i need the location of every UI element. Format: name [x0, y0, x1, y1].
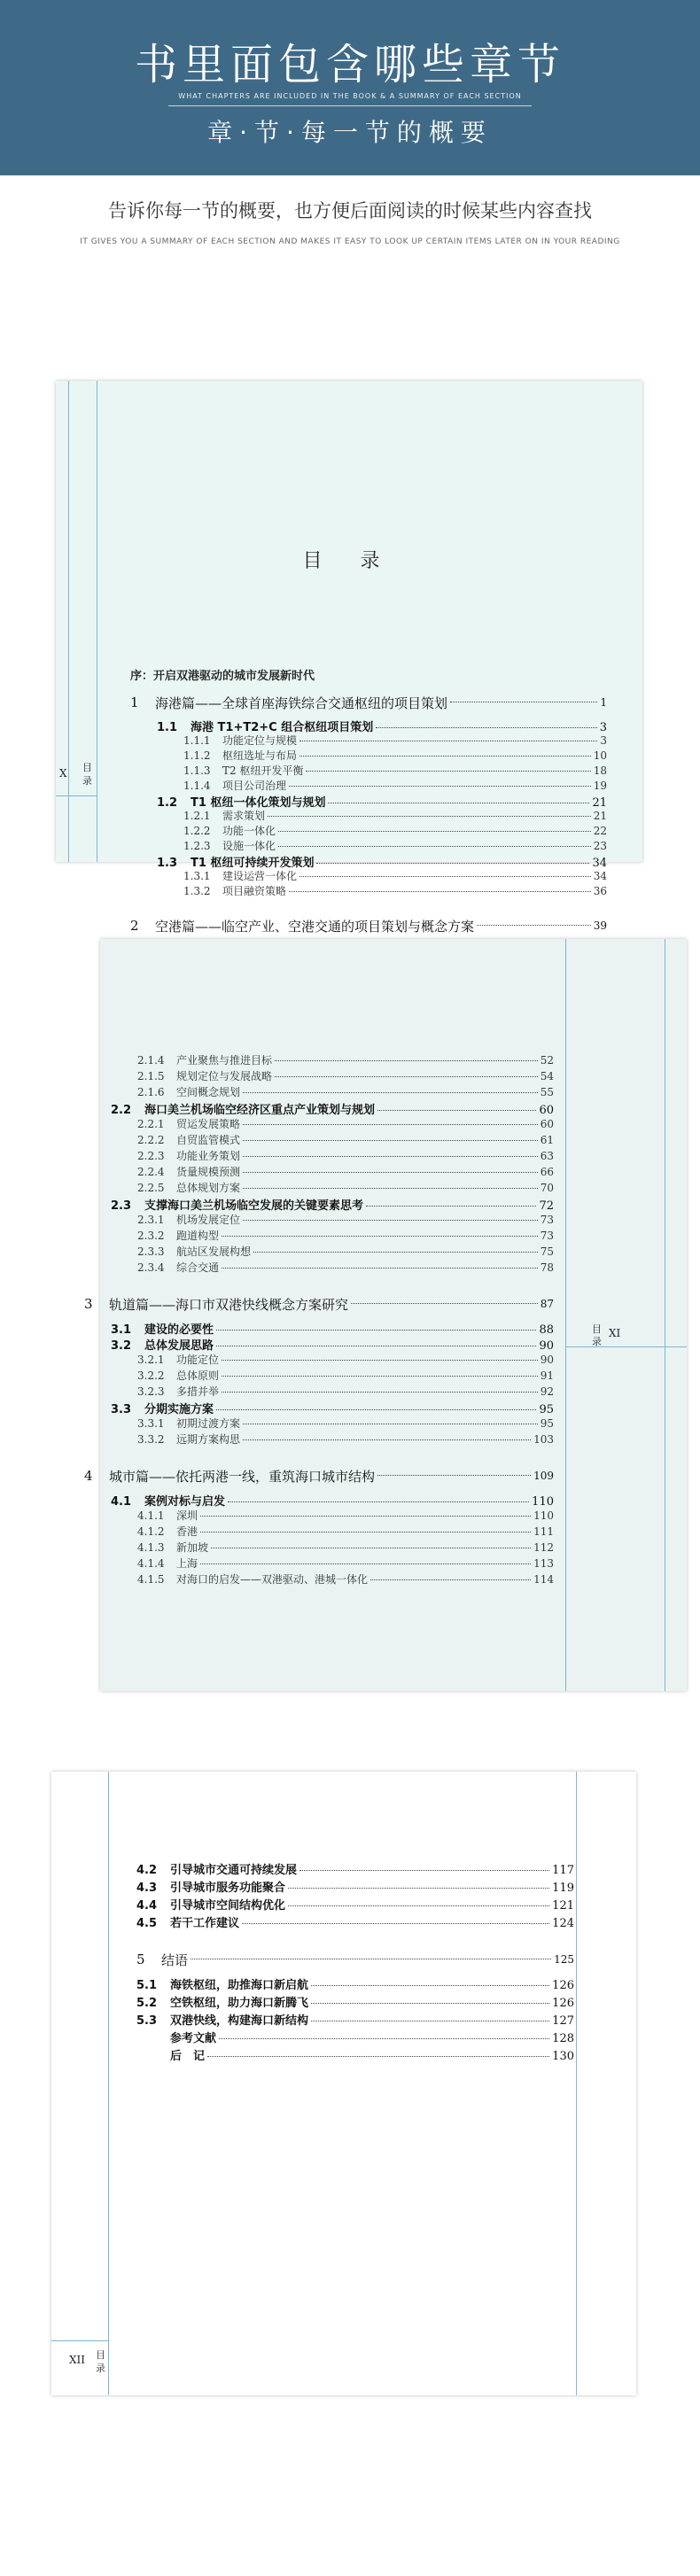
toc-entry-page: 110 [532, 1495, 554, 1509]
toc-entry-title: 建设运营一体化 [222, 870, 298, 882]
toc-entry-number: 4.1 [111, 1495, 132, 1509]
toc-entry-number: 2.3.1 [137, 1214, 165, 1226]
margin-rule-outer [68, 381, 69, 862]
toc-entry-page: 114 [533, 1573, 554, 1586]
dot-leader [268, 816, 591, 817]
toc-entry-title: 产业聚焦与推进目标 [176, 1054, 273, 1067]
toc-entry-title: 后 记 [170, 2050, 206, 2063]
toc-entry-title: 功能定位与规模 [222, 734, 298, 747]
toc-entry-title: 若干工作建议 [170, 1917, 240, 1930]
dot-leader [377, 1475, 531, 1476]
toc-entry-number: 2.2.5 [137, 1182, 165, 1194]
toc-entry [130, 808, 607, 823]
toc-entry-page: 78 [540, 1261, 554, 1274]
toc-entry [130, 838, 607, 853]
toc-page-3 [51, 1772, 636, 2395]
toc-entry-number: 2.3.3 [137, 1245, 165, 1258]
toc-entry [136, 1944, 574, 1975]
toc-entry [84, 1100, 554, 1116]
toc-entry-number: 1.2.3 [183, 840, 211, 852]
toc-entry-number: 2.2.4 [137, 1166, 165, 1178]
toc-entry-page: 61 [540, 1134, 554, 1146]
toc-entry-page: 73 [540, 1230, 554, 1242]
toc-entry-number: 2 [130, 918, 139, 934]
toc-entry [84, 1148, 554, 1164]
toc-entry-title: 贸运发展策略 [176, 1118, 241, 1130]
toc-entry [84, 1084, 554, 1100]
dot-leader [299, 756, 591, 757]
toc-entry-number: 1.1.1 [183, 734, 211, 747]
toc-entry-number: 4.1.1 [137, 1509, 165, 1522]
toc-entry-title: 城市篇——依托两港一线，重筑海口城市结构 [109, 1468, 376, 1485]
toc-entry [136, 2046, 574, 2064]
toc-entry-page: 60 [540, 1118, 554, 1130]
toc-entry-title: 对海口的启发——双港驱动、港城一体化 [176, 1573, 369, 1586]
tab-label-mu: 目 [96, 2349, 105, 2361]
toc-entry-number: 4.1.2 [137, 1525, 165, 1538]
toc-entry [84, 1228, 554, 1244]
banner-divider [168, 105, 532, 106]
toc-entry-title: 初期过渡方案 [176, 1417, 241, 1430]
toc-entry-page: 130 [552, 2050, 574, 2063]
toc-entry-title: 结语 [161, 1951, 189, 1968]
toc-entry [130, 823, 607, 838]
toc-entry-number: 4.1.5 [137, 1573, 165, 1586]
dot-leader [366, 1206, 536, 1207]
toc-entry-title: 项目公司治理 [222, 780, 287, 792]
toc-entry-number: 2.3.4 [137, 1261, 165, 1274]
toc-entry [136, 1913, 574, 1931]
toc-entry-number: 4.2 [136, 1864, 158, 1877]
toc-entry-page: 36 [593, 885, 607, 897]
toc-entry-title: 机场发展定位 [176, 1214, 241, 1226]
tab-label-mu: 目 [592, 1323, 602, 1335]
toc-entry [136, 1993, 574, 2011]
toc-entry [136, 1896, 574, 1913]
dot-leader [243, 1220, 538, 1221]
margin-rule [108, 1772, 109, 2395]
toc-entry-number: 2.3.2 [137, 1230, 165, 1242]
toc-entry-page: 22 [593, 825, 607, 837]
toc-entry [84, 1132, 554, 1148]
tab-label-mu: 目 [82, 762, 92, 773]
toc-entry-page: 111 [533, 1525, 554, 1538]
toc-entry [84, 1432, 554, 1447]
toc-entry-number: 4.3 [136, 1882, 158, 1895]
intro-text-en: IT GIVES YOU A SUMMARY OF EACH SECTION AND MAKES IT EASY TO LOOK UP CERTAIN ITEMS LATER ON IN YOUR READING [80, 237, 620, 246]
dot-leader [243, 1156, 538, 1157]
toc-entry-title: 海港 T1+T2+C 组合枢纽项目策划 [191, 721, 374, 734]
toc-entry-number: 2.1.4 [137, 1054, 165, 1067]
tab-label-lu: 录 [96, 2363, 105, 2374]
dot-leader [243, 1188, 538, 1189]
toc-entry [84, 1052, 554, 1068]
toc-entry-page: 23 [593, 840, 607, 852]
dot-leader [243, 1439, 531, 1440]
toc-entry-title: 空间概念规划 [176, 1086, 241, 1098]
preface-heading: 序：开启双港驱动的城市发展新时代 [130, 670, 315, 683]
toc-entry-title: T1 枢纽可持续开发策划 [191, 857, 315, 870]
dot-leader [222, 1360, 538, 1361]
toc-entry-number: 1.1.4 [183, 780, 211, 792]
toc-entry-number: 1 [130, 694, 139, 710]
dot-leader [351, 1303, 538, 1304]
dot-leader [222, 1376, 538, 1377]
dot-leader [243, 1172, 538, 1173]
toc-entry [130, 687, 607, 718]
toc-entry [84, 1068, 554, 1084]
toc-entry-number: 2.1.6 [137, 1086, 165, 1098]
dot-leader [289, 786, 591, 787]
toc-entry-page: 95 [540, 1417, 554, 1430]
toc-entry [136, 2011, 574, 2029]
toc-entry-number: 4 [84, 1468, 93, 1484]
toc-entry-title: 总体原则 [176, 1369, 220, 1382]
toc-entry [130, 853, 607, 868]
toc-entry-title: 海铁枢纽，助推海口新启航 [170, 1979, 309, 1992]
toc-entry-number: 3.2.2 [137, 1369, 165, 1382]
toc-entry-title: 参考文献 [170, 2032, 217, 2045]
dot-leader [216, 1409, 536, 1410]
toc-entry-page: 18 [593, 764, 607, 777]
toc-entry-page: 34 [592, 857, 607, 870]
toc-entry-page: 126 [552, 1979, 574, 1992]
toc-entry-title: T2 枢纽开发平衡 [222, 764, 304, 777]
toc-entry [136, 1860, 574, 1878]
toc-entry [130, 763, 607, 778]
toc-entry-page: 87 [540, 1298, 554, 1310]
toc-entry-number: 5 [136, 1951, 145, 1967]
toc-entry-page: 54 [540, 1070, 554, 1082]
toc-entry-title: 枢纽选址与布局 [222, 749, 298, 762]
toc-entry-number: 1.1 [157, 721, 178, 734]
toc-entry-title: 新加坡 [176, 1541, 209, 1554]
toc-entry-number: 4.1.3 [137, 1541, 165, 1554]
toc-entry-number: 5.1 [136, 1979, 158, 1992]
toc-entry-number: 1.1.2 [183, 749, 211, 762]
dot-leader [377, 1110, 536, 1111]
toc-entry-number: 5.2 [136, 1997, 158, 2010]
toc-entry [84, 1320, 554, 1336]
intro-text: 告诉你每一节的概要，也方便后面阅读的时候某些内容查找 [108, 200, 592, 221]
toc-entry-title: 跑道构型 [176, 1230, 220, 1242]
dot-leader [228, 1501, 529, 1502]
toc-entry-title: T1 枢纽一体化策划与规划 [191, 796, 326, 810]
toc-entry [130, 868, 607, 883]
dot-leader [243, 1092, 538, 1093]
dot-leader [278, 846, 591, 847]
toc-entry [136, 1878, 574, 1896]
dot-leader [316, 863, 589, 864]
dot-leader [253, 1252, 538, 1253]
toc-page-1 [56, 381, 642, 935]
dot-leader [311, 1985, 549, 1986]
dot-leader [222, 1236, 538, 1237]
toc-list [136, 1860, 574, 2064]
dot-leader [306, 771, 590, 772]
toc-entry [84, 1492, 554, 1508]
toc-entry-title: 规划定位与发展战略 [176, 1070, 273, 1082]
toc-entry [130, 911, 607, 941]
toc-entry-title: 引导城市交通可持续发展 [170, 1864, 298, 1877]
toc-entry-title: 项目融资策略 [222, 885, 287, 897]
toc-entry-title: 自贸监管模式 [176, 1134, 241, 1146]
toc-entry-page: 55 [540, 1086, 554, 1098]
toc-entry-number: 4.4 [136, 1899, 158, 1913]
dot-leader [311, 2003, 549, 2004]
dot-leader [289, 891, 591, 892]
toc-entry [84, 1336, 554, 1352]
toc-entry [84, 1244, 554, 1260]
toc-entry-number: 5.3 [136, 2014, 158, 2028]
toc-entry-title: 海港篇——全球首座海铁综合交通枢纽的项目策划 [155, 694, 448, 711]
toc-entry-page: 52 [540, 1054, 554, 1067]
toc-entry-page: 117 [552, 1864, 574, 1877]
dot-leader [219, 2038, 549, 2039]
toc-entry [84, 1556, 554, 1571]
toc-entry-title: 引导城市空间结构优化 [170, 1899, 286, 1913]
toc-entry [130, 883, 607, 898]
toc-entry-number: 3.1 [111, 1323, 132, 1337]
toc-entry-page: 21 [592, 796, 607, 810]
margin-rule [565, 939, 566, 1691]
toc-entry-number: 3.3.1 [137, 1417, 165, 1430]
toc-entry-page: 128 [552, 2032, 574, 2045]
toc-entry-number: 1.3 [157, 857, 178, 870]
toc-entry-number: 2.3 [111, 1199, 132, 1213]
toc-entry-page: 121 [552, 1899, 574, 1913]
toc-entry-number: 3.2.1 [137, 1354, 165, 1366]
toc-entry-page: 95 [539, 1403, 554, 1416]
dot-leader [477, 925, 591, 926]
toc-entry-number: 3.2 [111, 1339, 132, 1353]
dot-leader [299, 876, 591, 877]
toc-entry-page: 113 [533, 1557, 554, 1570]
margin-tab-rule [56, 795, 97, 796]
toc-entry [84, 1164, 554, 1180]
toc-entry [136, 2029, 574, 2046]
toc-entry-title: 建设的必要性 [144, 1323, 214, 1337]
toc-entry [84, 1260, 554, 1276]
toc-entry-title: 引导城市服务功能聚合 [170, 1882, 286, 1895]
dot-leader [207, 2056, 549, 2057]
toc-entry-page: 112 [533, 1541, 554, 1554]
toc-entry-page: 60 [539, 1104, 554, 1117]
toc-entry-number: 2.2 [111, 1104, 132, 1117]
toc-entry-page: 119 [552, 1882, 574, 1895]
toc-entry-title: 分期实施方案 [144, 1403, 214, 1416]
toc-entry-page: 92 [540, 1385, 554, 1398]
toc-entry-title: 案例对标与启发 [144, 1495, 226, 1509]
toc-entry-title: 双港快线，构建海口新结构 [170, 2014, 309, 2028]
toc-entry [84, 1571, 554, 1587]
toc-entry-title: 上海 [176, 1557, 198, 1570]
dot-leader [299, 1870, 549, 1871]
page-number: XI [609, 1327, 621, 1339]
toc-entry [84, 1400, 554, 1416]
toc-entry-number: 1.1.3 [183, 764, 211, 777]
toc-entry-page: 10 [593, 749, 607, 762]
toc-entry-number: 1.2.2 [183, 825, 211, 837]
toc-entry [136, 1975, 574, 1993]
toc-entry-title: 总体规划方案 [176, 1182, 241, 1194]
tab-label-lu: 录 [82, 775, 92, 787]
toc-entry-number: 2.1.5 [137, 1070, 165, 1082]
toc-entry-number: 3.3 [111, 1403, 132, 1416]
toc-entry-page: 19 [593, 780, 607, 792]
toc-entry [84, 1212, 554, 1228]
toc-entry-title: 功能业务策划 [176, 1150, 241, 1162]
toc-entry-number: 1.2.1 [183, 810, 211, 822]
toc-entry [84, 1196, 554, 1212]
toc-entry-title: 设施一体化 [222, 840, 276, 852]
toc-list [84, 1052, 554, 1587]
toc-entry-title: 空港篇——临空产业、空港交通的项目策划与概念方案 [155, 918, 475, 935]
toc-entry [84, 1524, 554, 1540]
toc-entry [84, 1352, 554, 1368]
toc-entry-number: 2.2.1 [137, 1118, 165, 1130]
toc-entry [84, 1460, 554, 1492]
toc-entry [84, 1116, 554, 1132]
toc-entry-title: 香港 [176, 1525, 198, 1538]
toc-entry-page: 126 [552, 1997, 574, 2010]
toc-page-2 [84, 939, 687, 1691]
toc-entry [130, 718, 607, 733]
dot-leader [200, 1516, 531, 1517]
page-number: X [59, 767, 67, 780]
toc-entry [84, 1508, 554, 1524]
toc-entry-page: 90 [539, 1339, 554, 1353]
dot-leader [216, 1330, 536, 1331]
toc-entry-page: 34 [593, 870, 607, 882]
toc-entry-title: 需求策划 [222, 810, 266, 822]
dot-leader [288, 1888, 549, 1889]
dot-leader [222, 1392, 538, 1393]
toc-entry-title: 深圳 [176, 1509, 198, 1522]
banner-subtitle-en: WHAT CHAPTERS ARE INCLUDED IN THE BOOK & A SUMMARY OF EACH SECTION [178, 92, 522, 100]
toc-entry [130, 733, 607, 748]
dot-leader [242, 1923, 549, 1924]
toc-entry [84, 1368, 554, 1384]
toc-entry-title: 总体发展思路 [144, 1339, 214, 1353]
toc-entry-title: 空铁枢纽，助力海口新腾飞 [170, 1997, 309, 2010]
toc-entry-number: 1.3.2 [183, 885, 211, 897]
header-banner [0, 0, 700, 175]
toc-entry [84, 1384, 554, 1400]
toc-entry [130, 778, 607, 793]
toc-entry-page: 103 [533, 1433, 554, 1446]
dot-leader [370, 1579, 531, 1580]
dot-leader [278, 831, 591, 832]
tab-label-lu: 录 [592, 1336, 602, 1347]
dot-leader [222, 1268, 538, 1269]
toc-entry-title: 综合交通 [176, 1261, 220, 1274]
banner-title: 书里面包含哪些章节 [134, 40, 565, 89]
toc-entry-page: 72 [539, 1199, 554, 1213]
toc-entry [130, 793, 607, 808]
dot-leader [376, 727, 597, 728]
toc-entry-page: 66 [540, 1166, 554, 1178]
toc-entry-number: 3 [84, 1296, 93, 1312]
toc-entry-title: 远期方案构思 [176, 1433, 241, 1446]
toc-entry-number: 3.2.3 [137, 1385, 165, 1398]
toc-entry-number: 3.3.2 [137, 1433, 165, 1446]
toc-entry-page: 73 [540, 1214, 554, 1226]
margin-rule-outer [576, 1772, 577, 2395]
toc-entry-page: 110 [533, 1509, 554, 1522]
toc-entry-page: 124 [552, 1917, 574, 1930]
dot-leader [200, 1563, 531, 1564]
toc-entry-title: 功能定位 [176, 1354, 220, 1366]
toc-entry-page: 70 [540, 1182, 554, 1194]
toc-entry-number: 1.2 [157, 796, 178, 810]
toc-entry-page: 3 [599, 721, 607, 734]
dot-leader [243, 1140, 538, 1141]
toc-entry-number: 1.3.1 [183, 870, 211, 882]
toc-entry-page: 3 [600, 734, 607, 747]
toc-entry-number: 2.2.3 [137, 1150, 165, 1162]
toc-entry-title: 货量规模预测 [176, 1166, 241, 1178]
toc-entry-title: 支撑海口美兰机场临空发展的关键要素思考 [144, 1199, 364, 1213]
toc-entry-page: 75 [540, 1245, 554, 1258]
toc-entry [84, 1416, 554, 1432]
toc-entry-number: 4.1.4 [137, 1557, 165, 1570]
page-number: XII [69, 2354, 86, 2366]
toc-entry-page: 1 [600, 696, 607, 709]
toc-entry [84, 1180, 554, 1196]
toc-entry-page: 125 [554, 1953, 574, 1966]
toc-entry-page: 21 [593, 810, 607, 822]
toc-entry-number: 2.2.2 [137, 1134, 165, 1146]
margin-tab-rule [565, 1346, 687, 1347]
toc-entry [130, 748, 607, 763]
margin-tab-rule [51, 2340, 108, 2341]
banner-tagline: 章·节·每一节的概要 [207, 118, 493, 147]
toc-entry-title: 航站区发展构想 [176, 1245, 252, 1258]
toc-entry-page: 88 [539, 1323, 554, 1337]
toc-entry [84, 1288, 554, 1320]
toc-entry-title: 轨道篇——海口市双港快线概念方案研究 [109, 1296, 349, 1313]
toc-entry-title: 海口美兰机场临空经济区重点产业策划与规划 [144, 1104, 376, 1117]
toc-entry-title: 功能一体化 [222, 825, 276, 837]
dot-leader [275, 1076, 538, 1077]
toc-entry-page: 91 [540, 1369, 554, 1382]
toc-entry-page: 109 [533, 1470, 554, 1482]
toc-title: 目 录 [302, 550, 396, 572]
dot-leader [275, 1060, 538, 1061]
toc-entry-page: 63 [540, 1150, 554, 1162]
toc-entry-page: 90 [540, 1354, 554, 1366]
toc-entry-number: 4.5 [136, 1917, 158, 1930]
toc-entry-page: 39 [593, 919, 607, 932]
dot-leader [243, 1124, 538, 1125]
toc-entry [84, 1540, 554, 1556]
dot-leader [288, 1905, 549, 1906]
toc-entry-title: 多措并举 [176, 1385, 220, 1398]
toc-entry-page: 127 [552, 2014, 574, 2028]
